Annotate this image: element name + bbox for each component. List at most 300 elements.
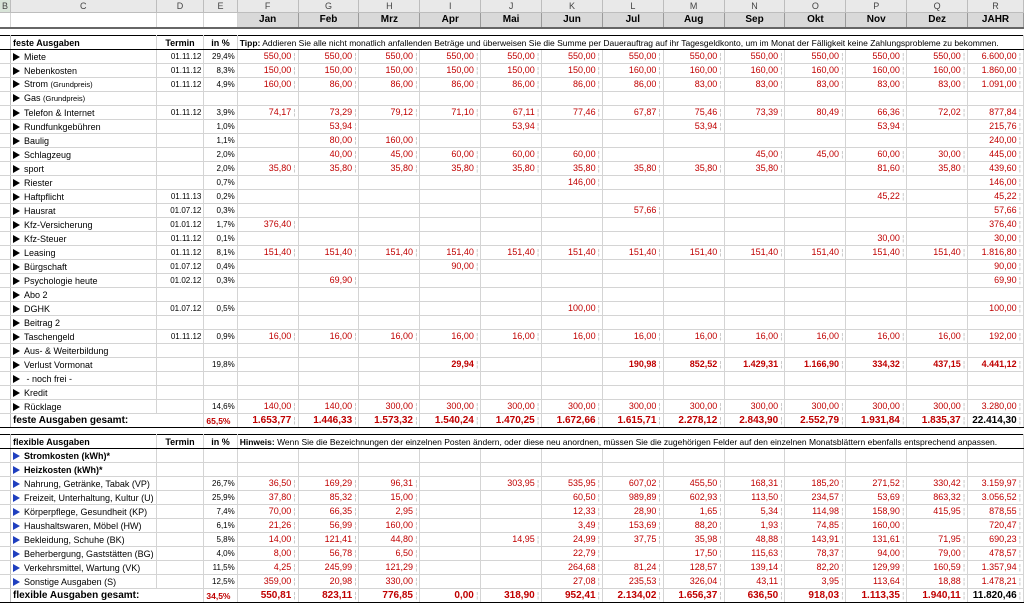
month-value-cell[interactable]: 989,89 ¦: [602, 491, 663, 505]
month-value-cell[interactable]: [359, 218, 420, 232]
month-value-cell[interactable]: 74,85 ¦: [785, 519, 846, 533]
pct-cell[interactable]: 25,9%: [204, 491, 237, 505]
month-value-cell[interactable]: 83,00 ¦: [907, 78, 968, 92]
termin-cell[interactable]: 01.11.12: [156, 78, 204, 92]
month-value-cell[interactable]: 83,00 ¦: [663, 78, 724, 92]
pct-cell[interactable]: 0,5%: [204, 302, 237, 316]
month-value-cell[interactable]: 359,00 ¦: [237, 575, 298, 589]
month-value-cell[interactable]: [420, 477, 481, 491]
month-value-cell[interactable]: [846, 288, 907, 302]
termin-cell[interactable]: 01.11.13: [156, 190, 204, 204]
month-value-cell[interactable]: 150,00 ¦: [298, 64, 359, 78]
month-value-cell[interactable]: [724, 176, 785, 190]
month-value-cell[interactable]: [542, 386, 603, 400]
month-value-cell[interactable]: 16,00 ¦: [298, 330, 359, 344]
month-value-cell[interactable]: [907, 302, 968, 316]
month-value-cell[interactable]: [663, 148, 724, 162]
month-value-cell[interactable]: 83,00 ¦: [846, 78, 907, 92]
month-value-cell[interactable]: [602, 302, 663, 316]
month-value-cell[interactable]: [420, 218, 481, 232]
termin-cell[interactable]: 01.11.12: [156, 246, 204, 260]
month-value-cell[interactable]: 20,98 ¦: [298, 575, 359, 589]
month-value-cell[interactable]: [785, 288, 846, 302]
month-value-cell[interactable]: [481, 463, 542, 477]
month-value-cell[interactable]: [481, 302, 542, 316]
termin-cell[interactable]: [156, 449, 204, 463]
month-value-cell[interactable]: 53,94 ¦: [298, 120, 359, 134]
month-value-cell[interactable]: 115,63 ¦: [724, 547, 785, 561]
month-value-cell[interactable]: 14,95 ¦: [481, 533, 542, 547]
month-value-cell[interactable]: 35,80 ¦: [663, 162, 724, 176]
month-value-cell[interactable]: 35,80 ¦: [542, 162, 603, 176]
month-value-cell[interactable]: 151,40 ¦: [724, 246, 785, 260]
month-value-cell[interactable]: 550,00 ¦: [542, 50, 603, 64]
month-value-cell[interactable]: [237, 260, 298, 274]
month-value-cell[interactable]: [907, 190, 968, 204]
month-value-cell[interactable]: 43,11 ¦: [724, 575, 785, 589]
pct-cell[interactable]: 14,6%: [204, 400, 237, 414]
termin-cell[interactable]: [156, 176, 204, 190]
month-value-cell[interactable]: [542, 316, 603, 330]
month-value-cell[interactable]: 146,00 ¦: [542, 176, 603, 190]
month-value-cell[interactable]: [237, 176, 298, 190]
month-value-cell[interactable]: 16,00 ¦: [542, 330, 603, 344]
row-label[interactable]: [11, 162, 157, 176]
row-label[interactable]: [11, 372, 157, 386]
month-value-cell[interactable]: 550,00 ¦: [237, 50, 298, 64]
month-value-cell[interactable]: 60,00 ¦: [481, 148, 542, 162]
month-value-cell[interactable]: [237, 148, 298, 162]
month-value-cell[interactable]: 4,25 ¦: [237, 561, 298, 575]
month-value-cell[interactable]: 234,57 ¦: [785, 491, 846, 505]
month-value-cell[interactable]: [359, 120, 420, 134]
month-value-cell[interactable]: [907, 204, 968, 218]
month-value-cell[interactable]: [785, 316, 846, 330]
month-value-cell[interactable]: 75,46 ¦: [663, 106, 724, 120]
month-value-cell[interactable]: 151,40 ¦: [663, 246, 724, 260]
month-value-cell[interactable]: [907, 176, 968, 190]
month-value-cell[interactable]: 300,00 ¦: [663, 400, 724, 414]
month-value-cell[interactable]: 151,40 ¦: [420, 246, 481, 260]
month-value-cell[interactable]: 437,15 ¦: [907, 358, 968, 372]
month-value-cell[interactable]: [663, 463, 724, 477]
month-value-cell[interactable]: [785, 344, 846, 358]
month-value-cell[interactable]: 16,00 ¦: [602, 330, 663, 344]
month-value-cell[interactable]: 88,20 ¦: [663, 519, 724, 533]
termin-cell[interactable]: 01.01.12: [156, 218, 204, 232]
month-value-cell[interactable]: 35,80 ¦: [481, 162, 542, 176]
month-value-cell[interactable]: [846, 176, 907, 190]
year-total-cell[interactable]: 3.280,00 ¦: [968, 400, 1024, 414]
row-label[interactable]: [11, 274, 157, 288]
month-value-cell[interactable]: [907, 232, 968, 246]
termin-cell[interactable]: 01.02.12: [156, 274, 204, 288]
month-value-cell[interactable]: 535,95 ¦: [542, 477, 603, 491]
month-value-cell[interactable]: 35,80 ¦: [907, 162, 968, 176]
month-value-cell[interactable]: 160,00 ¦: [237, 78, 298, 92]
month-value-cell[interactable]: 12,33 ¦: [542, 505, 603, 519]
pct-cell[interactable]: 0,3%: [204, 274, 237, 288]
month-value-cell[interactable]: [785, 302, 846, 316]
month-value-cell[interactable]: [663, 386, 724, 400]
month-value-cell[interactable]: 35,80 ¦: [602, 162, 663, 176]
row-label[interactable]: [11, 400, 157, 414]
month-value-cell[interactable]: [420, 274, 481, 288]
month-value-cell[interactable]: [663, 372, 724, 386]
month-value-cell[interactable]: [663, 316, 724, 330]
column-header-l[interactable]: L: [602, 0, 663, 13]
termin-cell[interactable]: [156, 316, 204, 330]
month-value-cell[interactable]: [298, 218, 359, 232]
month-value-cell[interactable]: 16,00 ¦: [663, 330, 724, 344]
month-value-cell[interactable]: 53,94 ¦: [663, 120, 724, 134]
month-value-cell[interactable]: [481, 519, 542, 533]
month-value-cell[interactable]: [724, 260, 785, 274]
month-value-cell[interactable]: [785, 274, 846, 288]
column-header-j[interactable]: J: [481, 0, 542, 13]
month-value-cell[interactable]: 300,00 ¦: [542, 400, 603, 414]
row-label[interactable]: [11, 316, 157, 330]
month-value-cell[interactable]: 86,00 ¦: [602, 78, 663, 92]
row-label[interactable]: [11, 358, 157, 372]
month-value-cell[interactable]: [298, 232, 359, 246]
month-value-cell[interactable]: 151,40 ¦: [602, 246, 663, 260]
month-value-cell[interactable]: 60,00 ¦: [420, 148, 481, 162]
termin-cell[interactable]: 01.11.12: [156, 330, 204, 344]
month-value-cell[interactable]: 330,00 ¦: [359, 575, 420, 589]
termin-cell[interactable]: 01.11.12: [156, 232, 204, 246]
pct-cell[interactable]: [204, 316, 237, 330]
row-label[interactable]: [11, 92, 157, 106]
month-value-cell[interactable]: [724, 134, 785, 148]
month-value-cell[interactable]: 160,00 ¦: [359, 134, 420, 148]
month-value-cell[interactable]: [481, 491, 542, 505]
month-value-cell[interactable]: [420, 449, 481, 463]
termin-cell[interactable]: [156, 386, 204, 400]
month-value-cell[interactable]: [237, 302, 298, 316]
month-value-cell[interactable]: 376,40 ¦: [237, 218, 298, 232]
month-value-cell[interactable]: 131,61 ¦: [846, 533, 907, 547]
row-label[interactable]: [11, 64, 157, 78]
month-value-cell[interactable]: 550,00 ¦: [602, 50, 663, 64]
pct-cell[interactable]: 6,1%: [204, 519, 237, 533]
month-value-cell[interactable]: 71,10 ¦: [420, 106, 481, 120]
termin-cell[interactable]: [156, 575, 204, 589]
pct-cell[interactable]: 5,8%: [204, 533, 237, 547]
year-total-cell[interactable]: 439,60 ¦: [968, 162, 1024, 176]
month-value-cell[interactable]: 35,98 ¦: [663, 533, 724, 547]
month-value-cell[interactable]: [907, 218, 968, 232]
month-value-cell[interactable]: [724, 120, 785, 134]
month-value-cell[interactable]: [724, 344, 785, 358]
month-value-cell[interactable]: [359, 449, 420, 463]
month-value-cell[interactable]: [359, 344, 420, 358]
month-value-cell[interactable]: [237, 190, 298, 204]
column-header-e[interactable]: E: [204, 0, 237, 13]
month-value-cell[interactable]: 85,32 ¦: [298, 491, 359, 505]
pct-cell[interactable]: [204, 288, 237, 302]
month-value-cell[interactable]: 40,00 ¦: [298, 148, 359, 162]
month-value-cell[interactable]: [785, 463, 846, 477]
month-value-cell[interactable]: [785, 190, 846, 204]
month-value-cell[interactable]: [907, 386, 968, 400]
month-value-cell[interactable]: [542, 274, 603, 288]
month-value-cell[interactable]: 35,80 ¦: [298, 162, 359, 176]
month-value-cell[interactable]: 66,35 ¦: [298, 505, 359, 519]
month-value-cell[interactable]: [420, 505, 481, 519]
row-label[interactable]: [11, 218, 157, 232]
month-value-cell[interactable]: [602, 316, 663, 330]
month-value-cell[interactable]: [420, 344, 481, 358]
month-value-cell[interactable]: [481, 190, 542, 204]
month-value-cell[interactable]: [420, 288, 481, 302]
row-label[interactable]: [11, 533, 157, 547]
pct-cell[interactable]: 4,9%: [204, 78, 237, 92]
year-total-cell[interactable]: 1.816,80 ¦: [968, 246, 1024, 260]
month-value-cell[interactable]: [663, 274, 724, 288]
year-total-cell[interactable]: 445,00 ¦: [968, 148, 1024, 162]
year-total-cell[interactable]: 1.091,00 ¦: [968, 78, 1024, 92]
month-value-cell[interactable]: 121,41 ¦: [298, 533, 359, 547]
month-value-cell[interactable]: 150,00 ¦: [237, 64, 298, 78]
month-value-cell[interactable]: [481, 134, 542, 148]
month-value-cell[interactable]: [542, 260, 603, 274]
month-value-cell[interactable]: 15,00 ¦: [359, 491, 420, 505]
column-header-d[interactable]: D: [156, 0, 204, 13]
month-value-cell[interactable]: 28,90 ¦: [602, 505, 663, 519]
month-value-cell[interactable]: 607,02 ¦: [602, 477, 663, 491]
month-value-cell[interactable]: [298, 463, 359, 477]
month-value-cell[interactable]: 151,40 ¦: [237, 246, 298, 260]
termin-cell[interactable]: [156, 533, 204, 547]
month-value-cell[interactable]: [237, 134, 298, 148]
month-value-cell[interactable]: 14,00 ¦: [237, 533, 298, 547]
month-value-cell[interactable]: [907, 134, 968, 148]
pct-cell[interactable]: 8,3%: [204, 64, 237, 78]
month-value-cell[interactable]: 3,49 ¦: [542, 519, 603, 533]
month-value-cell[interactable]: [724, 288, 785, 302]
month-value-cell[interactable]: [420, 302, 481, 316]
month-value-cell[interactable]: [420, 491, 481, 505]
month-value-cell[interactable]: 5,34 ¦: [724, 505, 785, 519]
month-value-cell[interactable]: [542, 463, 603, 477]
year-total-cell[interactable]: 30,00 ¦: [968, 232, 1024, 246]
month-value-cell[interactable]: 72,02 ¦: [907, 106, 968, 120]
month-value-cell[interactable]: [298, 344, 359, 358]
month-value-cell[interactable]: [359, 372, 420, 386]
month-value-cell[interactable]: [602, 288, 663, 302]
month-value-cell[interactable]: 78,37 ¦: [785, 547, 846, 561]
month-value-cell[interactable]: [298, 358, 359, 372]
month-value-cell[interactable]: 35,80 ¦: [237, 162, 298, 176]
month-value-cell[interactable]: [785, 134, 846, 148]
row-label[interactable]: [11, 505, 157, 519]
month-value-cell[interactable]: 16,00 ¦: [785, 330, 846, 344]
termin-cell[interactable]: 01.07.12: [156, 260, 204, 274]
termin-cell[interactable]: 01.07.12: [156, 204, 204, 218]
row-label[interactable]: [11, 176, 157, 190]
month-value-cell[interactable]: [420, 232, 481, 246]
year-total-cell[interactable]: 57,66 ¦: [968, 204, 1024, 218]
month-value-cell[interactable]: [602, 344, 663, 358]
month-value-cell[interactable]: [420, 386, 481, 400]
month-value-cell[interactable]: [542, 344, 603, 358]
column-header-m[interactable]: M: [663, 0, 724, 13]
month-value-cell[interactable]: 158,90 ¦: [846, 505, 907, 519]
row-label[interactable]: [11, 204, 157, 218]
month-value-cell[interactable]: 150,00 ¦: [481, 64, 542, 78]
termin-cell[interactable]: [156, 400, 204, 414]
pct-cell[interactable]: 0,1%: [204, 232, 237, 246]
month-value-cell[interactable]: [907, 260, 968, 274]
month-value-cell[interactable]: 30,00 ¦: [907, 148, 968, 162]
month-value-cell[interactable]: [724, 463, 785, 477]
year-total-cell[interactable]: [968, 344, 1024, 358]
month-value-cell[interactable]: 53,94 ¦: [846, 120, 907, 134]
pct-cell[interactable]: 1,1%: [204, 134, 237, 148]
month-value-cell[interactable]: [420, 519, 481, 533]
month-value-cell[interactable]: [420, 190, 481, 204]
month-value-cell[interactable]: [420, 463, 481, 477]
month-value-cell[interactable]: 86,00 ¦: [481, 78, 542, 92]
month-value-cell[interactable]: 129,99 ¦: [846, 561, 907, 575]
month-value-cell[interactable]: 16,00 ¦: [846, 330, 907, 344]
month-value-cell[interactable]: 67,87 ¦: [602, 106, 663, 120]
month-value-cell[interactable]: 185,20 ¦: [785, 477, 846, 491]
termin-cell[interactable]: [156, 120, 204, 134]
month-value-cell[interactable]: 303,95 ¦: [481, 477, 542, 491]
month-value-cell[interactable]: [481, 218, 542, 232]
month-value-cell[interactable]: [663, 204, 724, 218]
month-value-cell[interactable]: [907, 288, 968, 302]
month-value-cell[interactable]: 300,00 ¦: [785, 400, 846, 414]
month-value-cell[interactable]: [602, 148, 663, 162]
month-value-cell[interactable]: 602,93 ¦: [663, 491, 724, 505]
row-label[interactable]: [11, 330, 157, 344]
month-value-cell[interactable]: 66,36 ¦: [846, 106, 907, 120]
month-value-cell[interactable]: 36,50 ¦: [237, 477, 298, 491]
month-value-cell[interactable]: 44,80 ¦: [359, 533, 420, 547]
month-value-cell[interactable]: [785, 204, 846, 218]
month-value-cell[interactable]: [481, 344, 542, 358]
row-label[interactable]: [11, 547, 157, 561]
month-value-cell[interactable]: [481, 288, 542, 302]
month-value-cell[interactable]: 264,68 ¦: [542, 561, 603, 575]
month-value-cell[interactable]: 73,39 ¦: [724, 106, 785, 120]
month-value-cell[interactable]: [481, 386, 542, 400]
row-label[interactable]: [11, 575, 157, 589]
termin-cell[interactable]: [156, 162, 204, 176]
termin-cell[interactable]: [156, 547, 204, 561]
month-value-cell[interactable]: [420, 533, 481, 547]
month-value-cell[interactable]: 45,22 ¦: [846, 190, 907, 204]
month-value-cell[interactable]: [237, 274, 298, 288]
month-value-cell[interactable]: [542, 358, 603, 372]
month-value-cell[interactable]: [298, 449, 359, 463]
year-total-cell[interactable]: 1.860,00 ¦: [968, 64, 1024, 78]
month-value-cell[interactable]: [724, 449, 785, 463]
termin-cell[interactable]: [156, 134, 204, 148]
month-value-cell[interactable]: 16,00 ¦: [481, 330, 542, 344]
month-value-cell[interactable]: 160,00 ¦: [602, 64, 663, 78]
month-value-cell[interactable]: [907, 274, 968, 288]
month-value-cell[interactable]: [420, 372, 481, 386]
month-value-cell[interactable]: 245,99 ¦: [298, 561, 359, 575]
year-total-cell[interactable]: 192,00 ¦: [968, 330, 1024, 344]
column-header-o[interactable]: O: [785, 0, 846, 13]
month-value-cell[interactable]: [237, 232, 298, 246]
year-total-cell[interactable]: 100,00 ¦: [968, 302, 1024, 316]
month-value-cell[interactable]: [846, 344, 907, 358]
month-value-cell[interactable]: 128,57 ¦: [663, 561, 724, 575]
month-value-cell[interactable]: [663, 288, 724, 302]
month-value-cell[interactable]: [724, 372, 785, 386]
month-value-cell[interactable]: [724, 218, 785, 232]
month-value-cell[interactable]: 17,50 ¦: [663, 547, 724, 561]
month-value-cell[interactable]: [237, 204, 298, 218]
month-value-cell[interactable]: [237, 386, 298, 400]
month-value-cell[interactable]: 96,31 ¦: [359, 477, 420, 491]
month-value-cell[interactable]: [785, 120, 846, 134]
month-value-cell[interactable]: 139,14 ¦: [724, 561, 785, 575]
month-value-cell[interactable]: [542, 190, 603, 204]
month-value-cell[interactable]: 81,60 ¦: [846, 162, 907, 176]
month-value-cell[interactable]: 16,00 ¦: [907, 330, 968, 344]
month-value-cell[interactable]: [846, 316, 907, 330]
year-total-cell[interactable]: 878,55 ¦: [968, 505, 1024, 519]
month-value-cell[interactable]: [724, 232, 785, 246]
month-value-cell[interactable]: 151,40 ¦: [846, 246, 907, 260]
month-value-cell[interactable]: 2,95 ¦: [359, 505, 420, 519]
month-value-cell[interactable]: 334,32 ¦: [846, 358, 907, 372]
month-value-cell[interactable]: 113,64 ¦: [846, 575, 907, 589]
month-value-cell[interactable]: 22,79 ¦: [542, 547, 603, 561]
month-value-cell[interactable]: [846, 386, 907, 400]
month-value-cell[interactable]: [359, 463, 420, 477]
month-value-cell[interactable]: [420, 316, 481, 330]
month-value-cell[interactable]: 45,00 ¦: [785, 148, 846, 162]
month-value-cell[interactable]: [359, 274, 420, 288]
month-value-cell[interactable]: 150,00 ¦: [420, 64, 481, 78]
month-value-cell[interactable]: 37,80 ¦: [237, 491, 298, 505]
month-value-cell[interactable]: [298, 204, 359, 218]
year-total-cell[interactable]: [968, 288, 1024, 302]
month-value-cell[interactable]: [359, 288, 420, 302]
month-value-cell[interactable]: 30,00 ¦: [846, 232, 907, 246]
month-value-cell[interactable]: 86,00 ¦: [420, 78, 481, 92]
month-value-cell[interactable]: 160,00 ¦: [846, 64, 907, 78]
month-value-cell[interactable]: [237, 344, 298, 358]
year-total-cell[interactable]: 69,90 ¦: [968, 274, 1024, 288]
month-value-cell[interactable]: 455,50 ¦: [663, 477, 724, 491]
month-value-cell[interactable]: 16,00 ¦: [724, 330, 785, 344]
month-value-cell[interactable]: 45,00 ¦: [359, 148, 420, 162]
month-value-cell[interactable]: 550,00 ¦: [907, 50, 968, 64]
month-value-cell[interactable]: 550,00 ¦: [663, 50, 724, 64]
month-value-cell[interactable]: 550,00 ¦: [298, 50, 359, 64]
month-value-cell[interactable]: 24,99 ¦: [542, 533, 603, 547]
month-value-cell[interactable]: [481, 547, 542, 561]
month-value-cell[interactable]: [846, 372, 907, 386]
month-value-cell[interactable]: 1.166,90 ¦: [785, 358, 846, 372]
month-value-cell[interactable]: [663, 92, 724, 106]
month-value-cell[interactable]: 35,80 ¦: [724, 162, 785, 176]
pct-cell[interactable]: 0,3%: [204, 204, 237, 218]
row-label[interactable]: [11, 148, 157, 162]
month-value-cell[interactable]: 60,00 ¦: [542, 148, 603, 162]
year-total-cell[interactable]: [968, 372, 1024, 386]
month-value-cell[interactable]: 90,00 ¦: [420, 260, 481, 274]
